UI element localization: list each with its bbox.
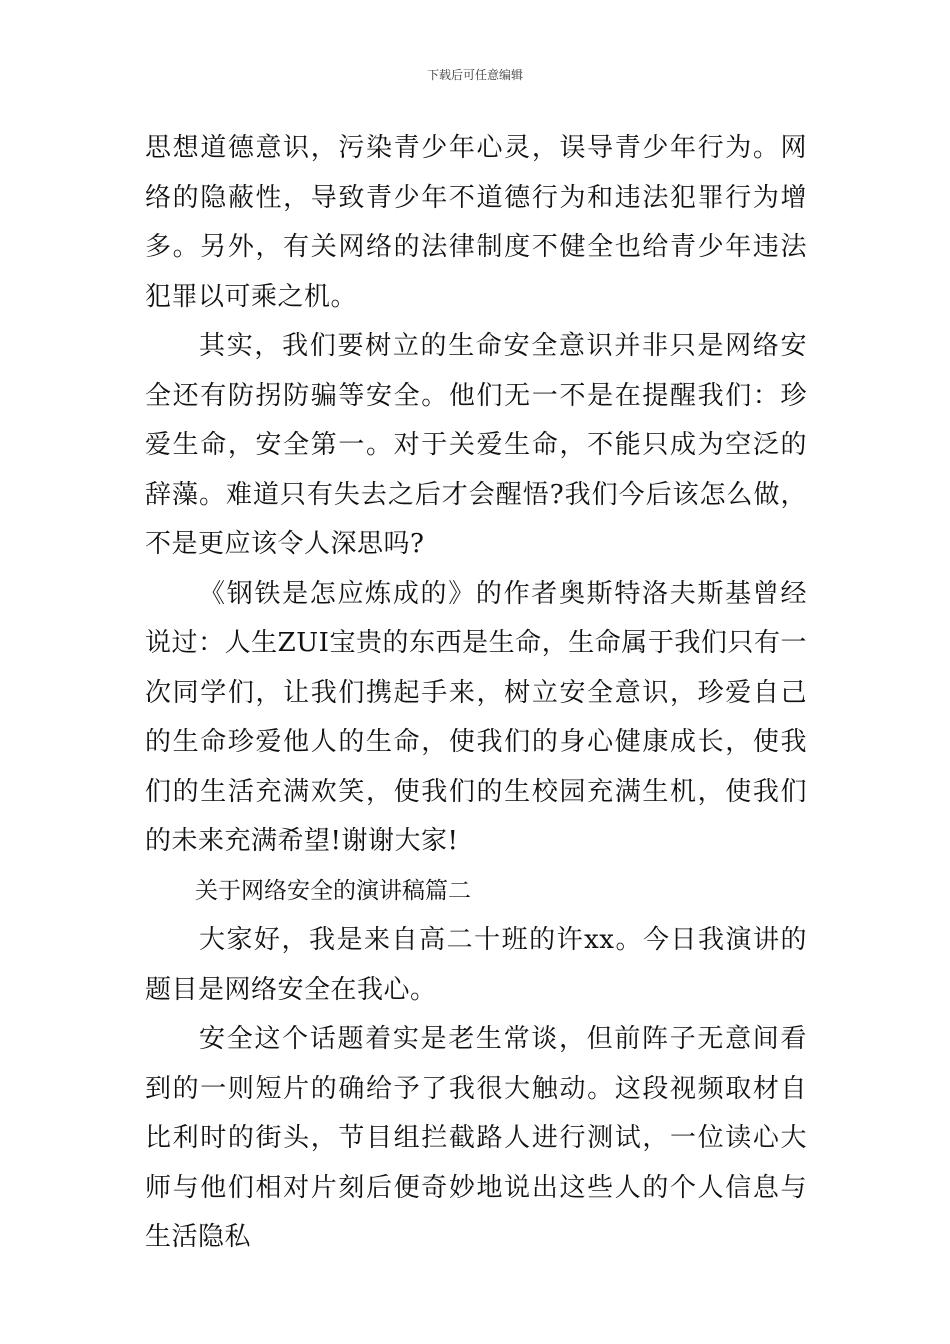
paragraph-greeting: 大家好，我是来自高二十班的许xx。今日我演讲的题目是网络安全在我心。: [145, 925, 807, 1005]
section-heading: 关于网络安全的演讲稿篇二: [195, 877, 471, 904]
page-header: 下载后可任意编辑: [426, 68, 523, 82]
paragraph-safety-awareness: 其实，我们要树立的生命安全意识并非只是网络安全还有防拐防骗等安全。他们无一不是在提醒我们：珍爱生命，安全第一。对于关爱生命，不能只成为空泛的辞藻。难道只有失去之后才会醒悟?我们今后该怎么做，不是更应该令人深思吗?: [145, 331, 807, 559]
paragraph-video-story: 安全这个话题着实是老生常谈，但前阵子无意间看到的一则短片的确给予了我很大触动。这段视频取材自比利时的街头，节目组拦截路人进行测试，一位读心大师与他们相对片刻后便奇妙地说出这些人的个人信息与生活隐私: [145, 1024, 807, 1252]
document-body: [145, 124, 807, 1263]
paragraph-quote: 《钢铁是怎应炼成的》的作者奥斯特洛夫斯基曾经说过：人生ZUI宝贵的东西是生命，生命属于我们只有一次同学们，让我们携起手来，树立安全意识，珍爱自己的生命珍爱他人的生命，使我们的身心健康成长，使我们的生活充满欢笑，使我们的生校园充满生机，使我们的未来充满希望!谢谢大家!: [145, 578, 807, 856]
paragraph-continuation: 思想道德意识，污染青少年心灵，误导青少年行为。网络的隐蔽性，导致青少年不道德行为和违法犯罪行为增多。另外，有关网络的法律制度不健全也给青少年违法犯罪以可乘之机。: [145, 133, 807, 312]
